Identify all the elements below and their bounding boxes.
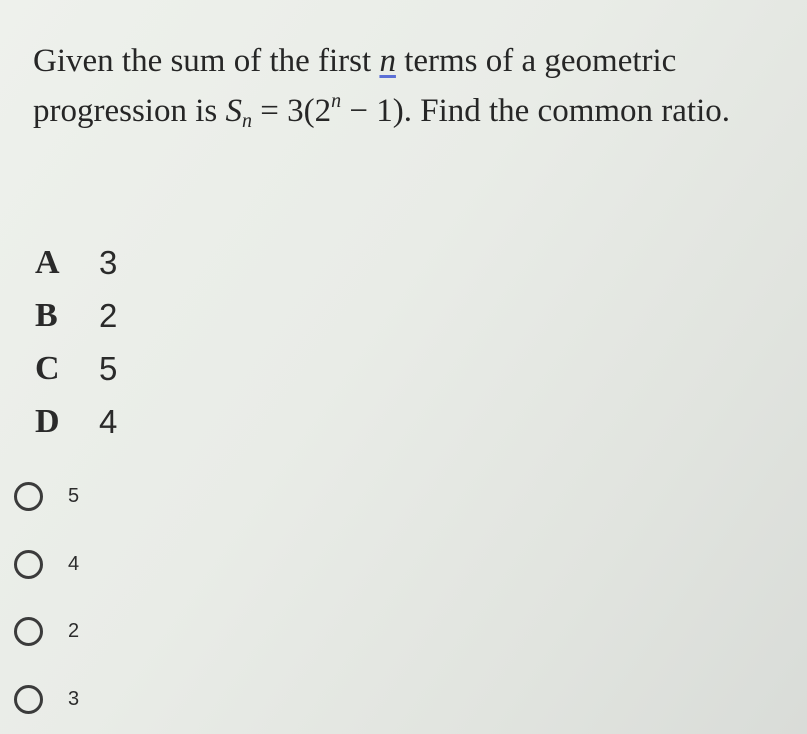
choice-value: 4 (99, 402, 118, 440)
sum-symbol: S (225, 93, 242, 129)
answer-option-3[interactable] (14, 598, 79, 666)
answer-option-1[interactable] (14, 463, 79, 531)
answer-option-4[interactable] (14, 666, 79, 734)
answer-label: 3 (68, 687, 80, 710)
choice-value: 2 (99, 296, 118, 334)
radio-button[interactable] (14, 617, 43, 646)
answer-label: 4 (68, 552, 80, 575)
question-text-part: Given the sum of the first (33, 43, 380, 79)
choice-letter: B (35, 296, 58, 334)
choice-value: 5 (99, 349, 118, 387)
choice-row (35, 395, 117, 448)
formula-part: = 3(2 (252, 93, 332, 129)
answer-option-2[interactable] (14, 531, 79, 599)
choice-row (35, 236, 117, 289)
choice-letter: D (35, 402, 60, 440)
radio-button[interactable] (14, 685, 43, 714)
choice-value: 3 (99, 243, 118, 281)
answer-options (14, 463, 79, 733)
variable-n: n (379, 43, 396, 79)
formula-exponent: n (331, 90, 342, 112)
choice-row (35, 289, 117, 342)
question-text-part: terms of a geometric progression is (33, 43, 677, 129)
sum-subscript: n (242, 110, 252, 132)
radio-button[interactable] (14, 550, 43, 579)
answer-label: 2 (68, 620, 80, 643)
question-text (33, 36, 793, 136)
choice-letter: C (35, 349, 60, 387)
choice-list (35, 236, 117, 448)
choice-letter: A (35, 243, 60, 281)
radio-button[interactable] (14, 482, 43, 511)
choice-row (35, 342, 117, 395)
question-text-part: − 1). Find the common ratio. (341, 93, 731, 129)
answer-label: 5 (68, 485, 80, 508)
